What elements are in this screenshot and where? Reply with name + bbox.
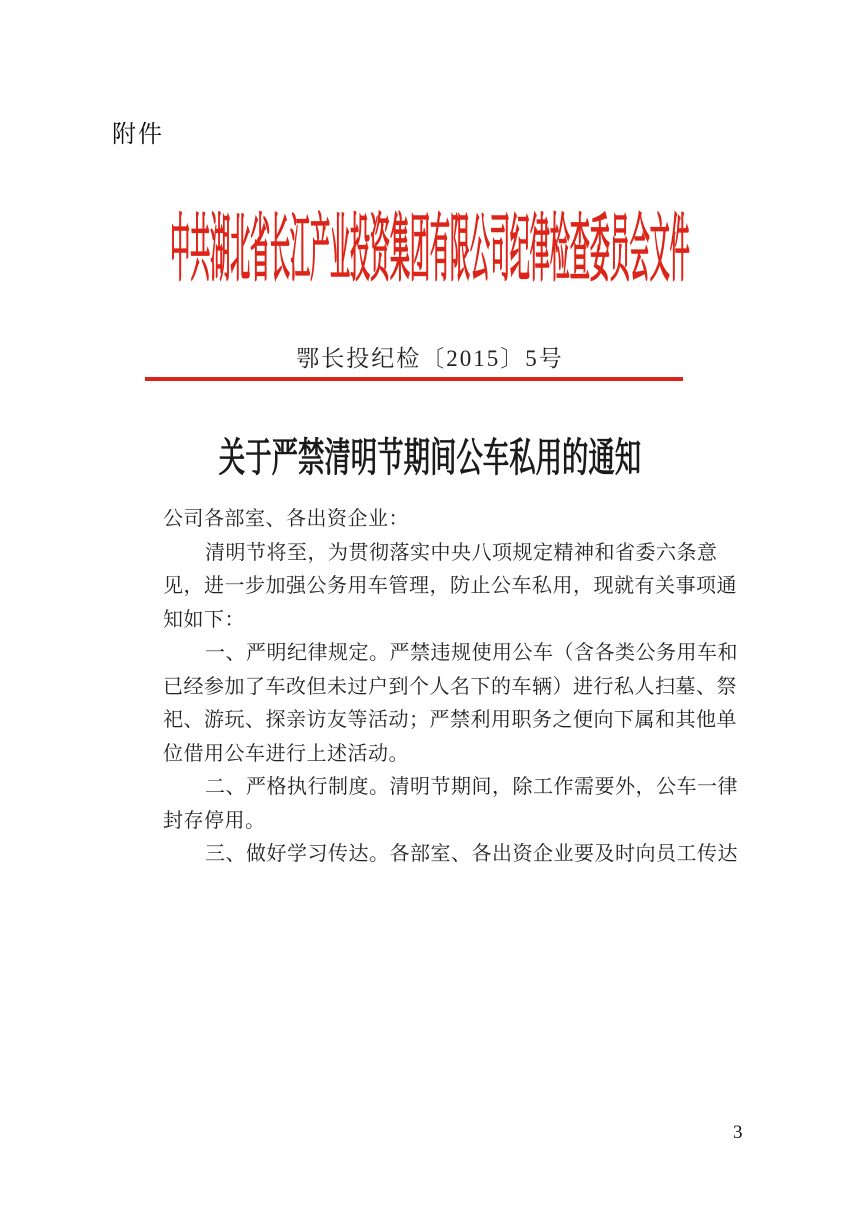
body-line: 知如下：	[163, 608, 245, 631]
body-line: 公司各部室、各出资企业：	[163, 508, 409, 530]
red-divider-line	[145, 377, 683, 381]
page-number: 3	[733, 1122, 743, 1143]
body-line: 二、严格执行制度。清明节期间，除工作需要外，公车一律	[205, 776, 738, 798]
body-line: 祀、游玩、探亲访友等活动；严禁利用职务之便向下属和其他单	[163, 709, 737, 731]
document-title: 关于严禁清明节期间公车私用的通知	[218, 435, 642, 480]
letterhead-org-name: 中共湖北省长江产业投资集团有限公司纪律检查委员会文件	[170, 209, 690, 291]
body-line: 见，进一步加强公务用车管理，防止公车私用，现就有关事项通	[163, 575, 737, 597]
document-number: 鄂长投纪检〔2015〕5号	[296, 346, 564, 371]
body-line: 清明节将至，为贯彻落实中央八项规定精神和省委六条意	[205, 541, 718, 564]
letterhead	[0, 210, 860, 290]
body-line: 三、做好学习传达。各部室、各出资企业要及时向员工传达	[205, 843, 738, 865]
body-line: 封存停用。	[163, 809, 266, 832]
document-body	[163, 503, 738, 872]
body-line: 已经参加了车改但未过户到个人名下的车辆）进行私人扫墓、祭	[163, 675, 737, 698]
document-title-row	[0, 436, 860, 480]
attachment-label: 附件	[112, 122, 164, 148]
body-line: 一、严明纪律规定。严禁违规使用公车（含各类公务用车和	[205, 642, 738, 664]
body-line: 位借用公车进行上述活动。	[163, 742, 409, 765]
